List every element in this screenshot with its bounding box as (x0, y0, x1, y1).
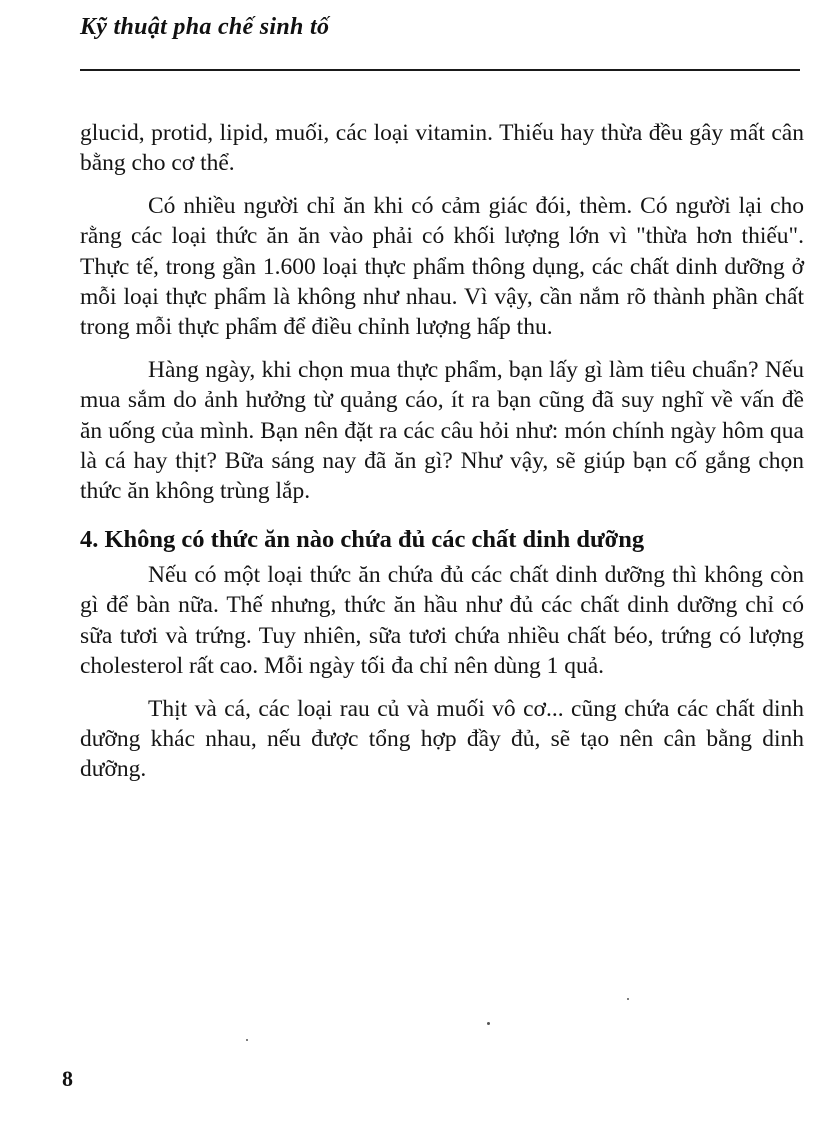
paragraph: Nếu có một loại thức ăn chứa đủ các chất dinh dưỡng thì không còn gì để bàn nữa. Thế nhưng, thức ăn hầu như đủ các chất dinh dưỡng chỉ có sữa tươi và trứng. Tuy nhiên, sữa tươi chứa nhiều chất béo, trứng có lượng cholesterol rất cao. Mỗi ngày tối đa chỉ nên dùng 1 quả. (80, 561, 804, 680)
paragraph-continued: glucid, protid, lipid, muối, các loại vitamin. Thiếu hay thừa đều gây mất cân bằng cho cơ thể. (80, 120, 804, 177)
scan-speck (246, 1039, 248, 1041)
scan-speck (627, 998, 629, 1000)
page-number: 8 (62, 1066, 73, 1091)
scan-speck (487, 1022, 490, 1025)
running-header-title: Kỹ thuật pha chế sinh tố (80, 14, 330, 40)
paragraph: Có nhiều người chỉ ăn khi có cảm giác đói, thèm. Có người lại cho rằng các loại thức ăn ăn vào phải có khối lượng lớn vì "thừa hơn thiếu". Thực tế, trong gần 1.600 loại thực phẩm thông dụng, các chất dinh dưỡng ở mỗi loại thực phẩm là không như nhau. Vì vậy, cần nắm rõ thành phần chất trong mỗi thực phẩm để điều chỉnh lượng hấp thu. (80, 192, 804, 341)
section-heading: 4. Không có thức ăn nào chứa đủ các chất dinh dưỡng (80, 525, 645, 553)
page-body (80, 118, 804, 785)
paragraph: Hàng ngày, khi chọn mua thực phẩm, bạn lấy gì làm tiêu chuẩn? Nếu mua sắm do ảnh hưởng từ quảng cáo, ít ra bạn cũng đã suy nghĩ về vấn đề ăn uống của mình. Bạn nên đặt ra các câu hỏi như: món chính ngày hôm qua là cá hay thịt? Bữa sáng nay đã ăn gì? Như vậy, sẽ giúp bạn cố gắng chọn thức ăn không trùng lắp. (80, 356, 804, 505)
paragraph: Thịt và cá, các loại rau củ và muối vô cơ... cũng chứa các chất dinh dưỡng khác nhau, nếu được tổng hợp đầy đủ, sẽ tạo nên cân bằng dinh dưỡng. (80, 695, 804, 783)
header-rule (80, 69, 800, 71)
